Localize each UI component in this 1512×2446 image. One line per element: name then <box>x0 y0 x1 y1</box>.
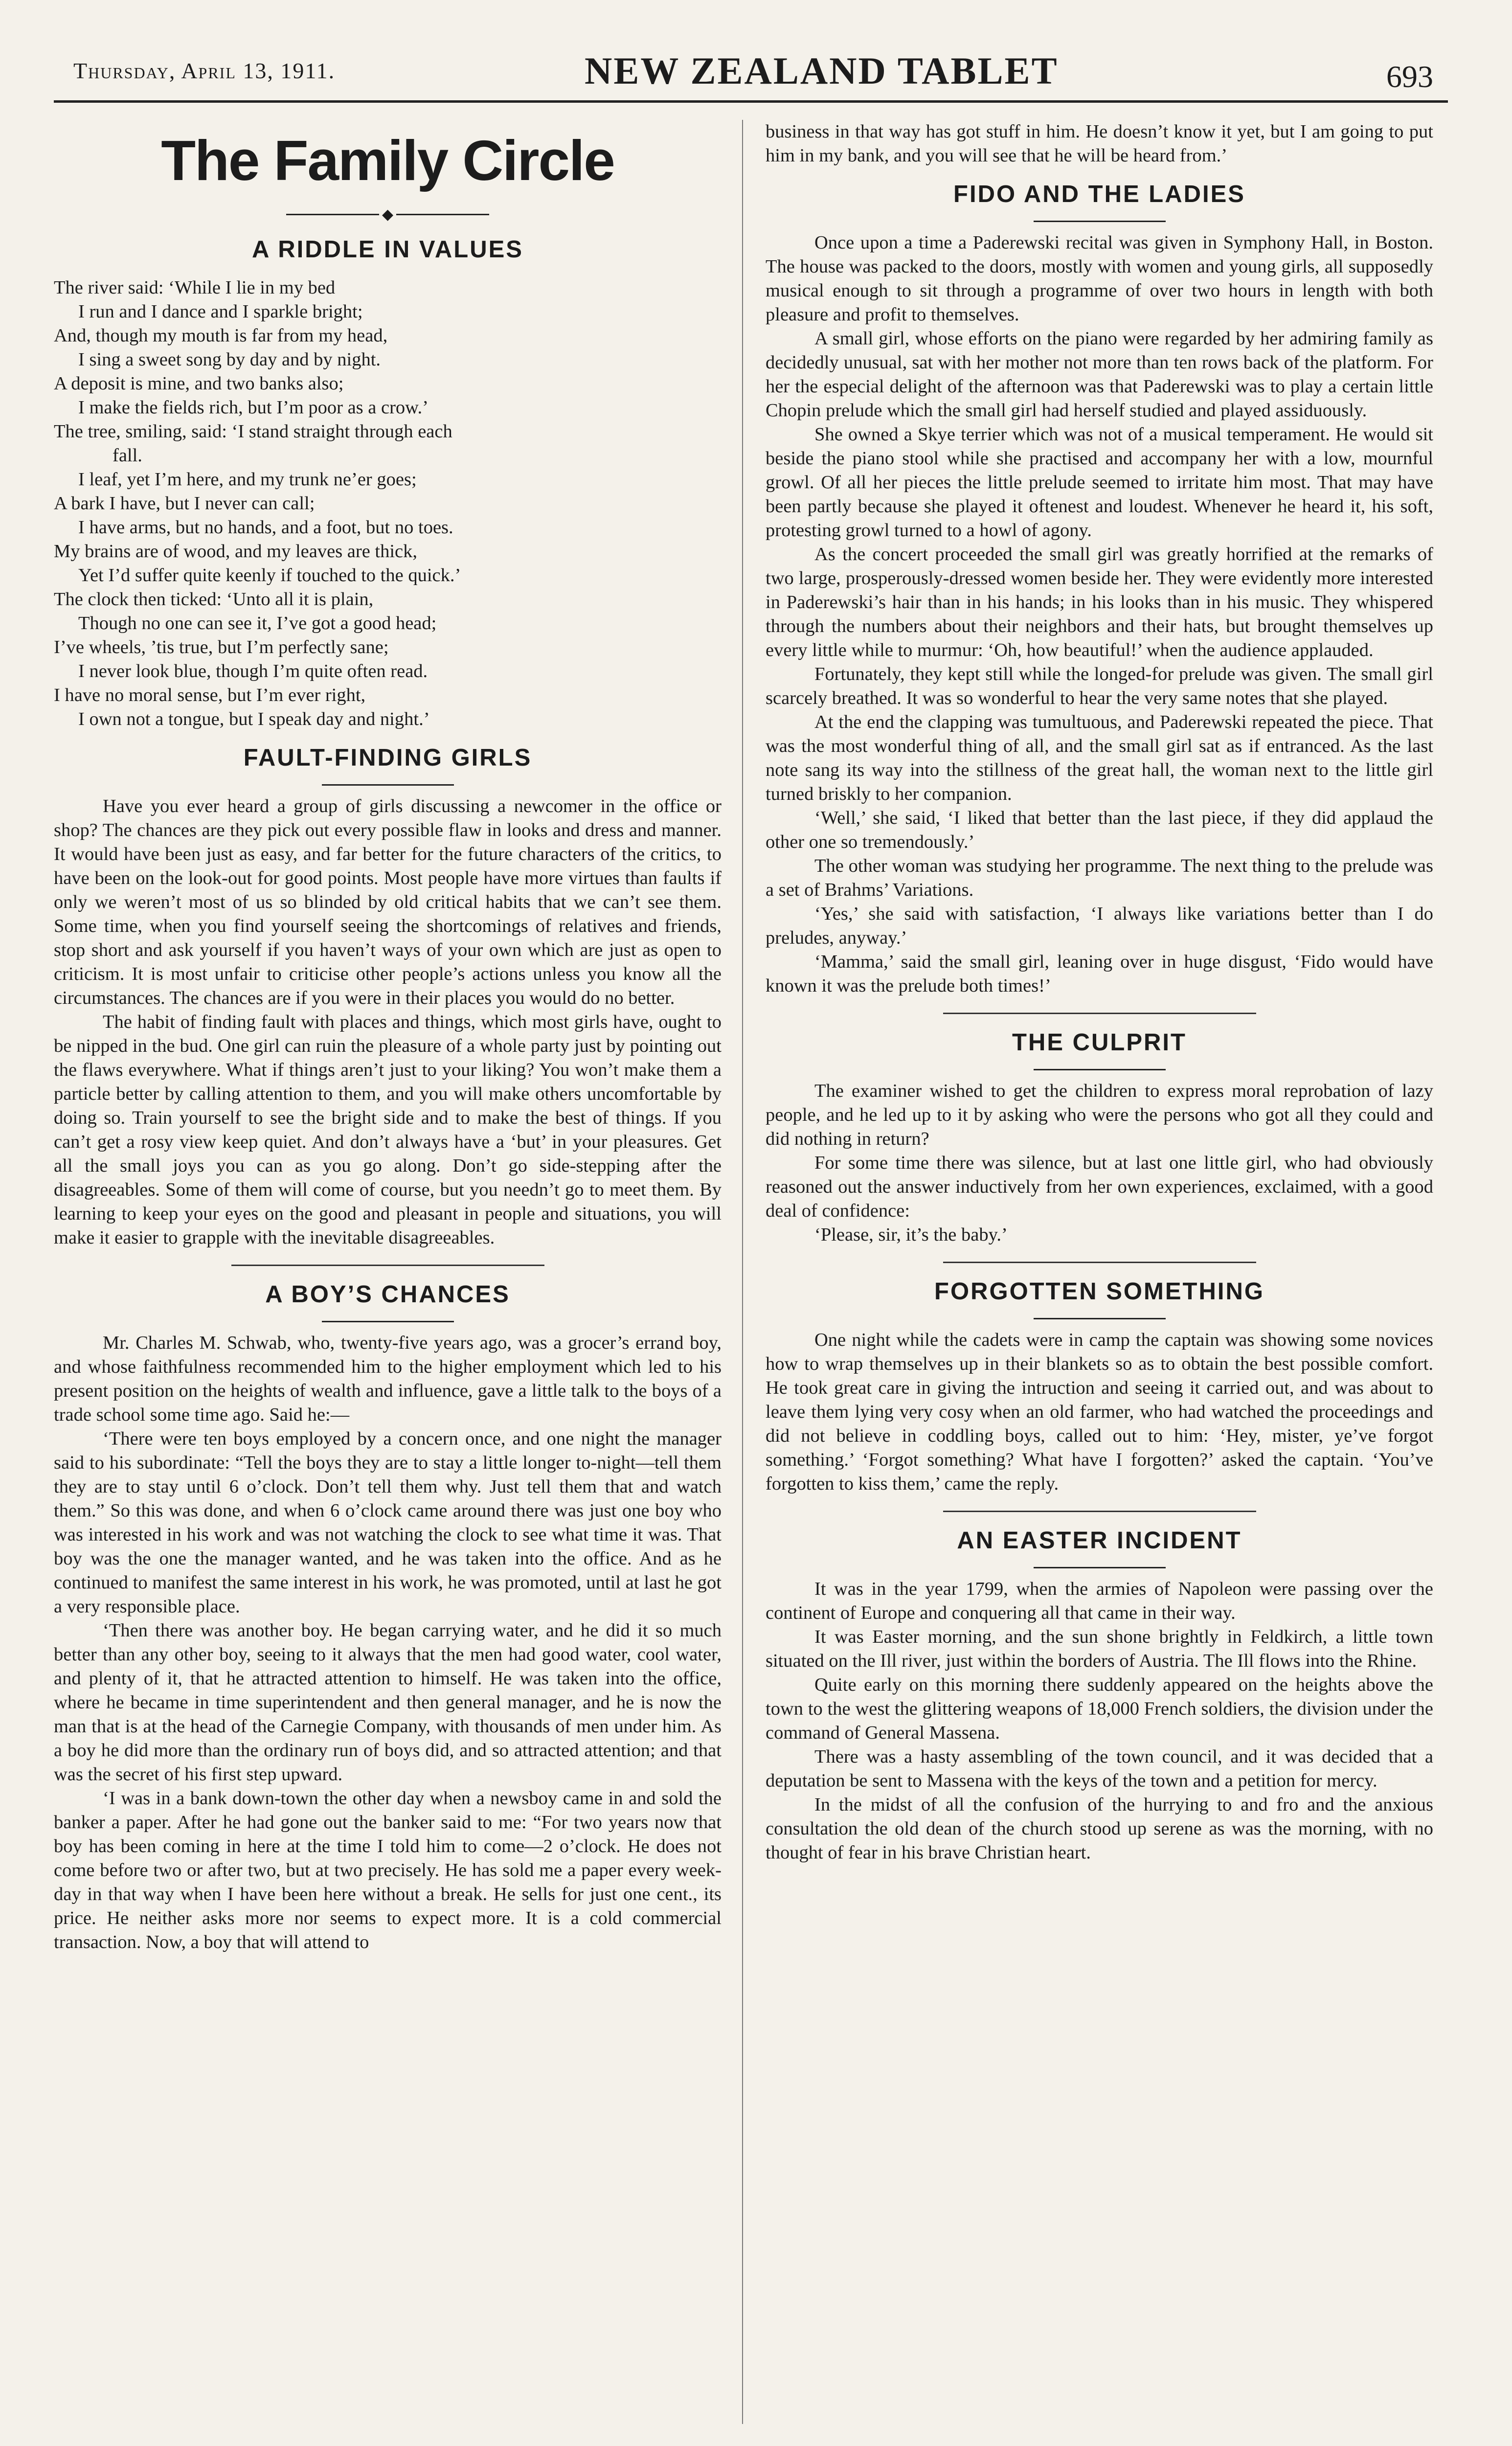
paragraph: For some time there was silence, but at last one little girl, who had obviously reasoned out the answer inductively from her own experiences, exclaimed, with a good deal of confidence: <box>766 1153 1433 1221</box>
article-title: FAULT-FINDING GIRLS <box>243 744 532 771</box>
section-title: The Family Circle <box>161 129 614 192</box>
right-column <box>766 120 1433 1865</box>
article-fault-finding <box>54 744 722 1266</box>
riddle-poem <box>54 276 722 731</box>
issue-date: Thursday, April 13, 1911. <box>73 58 336 83</box>
masthead-rule <box>54 100 1448 103</box>
poem-line: A deposit is mine, and two banks also; <box>54 373 344 394</box>
paragraph: Fortunately, they kept still while the longed-for prelude was given. The small girl scarcely breathed. It was so wonderful to hear the very same notes that she played. <box>766 664 1433 708</box>
continued-paragraph: business in that way has got stuff in him. He doesn’t know it yet, but I am going to put him in my bank, and you will see that he will be heard from.’ <box>766 121 1433 166</box>
paragraph: There was a hasty assembling of the town council, and it was decided that a deputation be sent to Massena with the keys of the town and a petition for mercy. <box>766 1746 1433 1791</box>
poem-line: A bark I have, but I never can call; <box>54 493 315 514</box>
poem-line: fall. <box>113 445 142 466</box>
newspaper-title: NEW ZEALAND TABLET <box>585 49 1059 92</box>
paragraph: Once upon a time a Paderewski recital was given in Symphony Hall, in Boston. The house was packed to the doors, mostly with women and young girls, all supposedly musical enough to sit through a programme of over two hours in length with both pleasure and profit to themselves. <box>766 232 1433 325</box>
article-easter-incident <box>766 1527 1433 1865</box>
poem-line: The clock then ticked: ‘Unto all it is plain, <box>54 589 374 610</box>
paragraph: The examiner wished to get the children to express moral reprobation of lazy people, and he led up to it by asking who were the persons who got all they could and did nothing in return? <box>766 1081 1433 1149</box>
title-rule <box>322 1321 454 1322</box>
article-title: A BOY’S CHANCES <box>265 1281 510 1308</box>
poem-line: I never look blue, though I’m quite often read. <box>78 660 428 681</box>
paragraph: A small girl, whose efforts on the piano were regarded by her admiring family as decidedly unusual, sat with her mother not more than ten rows back of the platform. For her the especial delight of the afternoon was that Paderewski was to play a certain little Chopin prelude which the small girl had herself studied and played assiduously. <box>766 328 1433 421</box>
article-riddle <box>54 236 722 731</box>
paragraph: The habit of finding fault with places and things, which most girls have, ought to be nipped in the bud. One girl can ruin the pleasure of a whole party just by pointing out the flaws everywhere. What if things aren’t just to your liking? You won’t make them a particle better by calling attention to them, and you will make others uncomfortable by doing so. Train yourself to see the bright side and to make the best of things. If you can’t get a rosy view keep quiet. And don’t always have a ‘but’ in your pleasures. Get all the small joys you can as you go along. Don’t go side-stepping after the disagreeables. Some of them will come of course, but you needn’t go to meet them. By learning to keep your eyes on the good and pleasant in people and situations, you will make it easier to grapple with the inevitable disagreeables. <box>54 1011 722 1248</box>
article-separator <box>231 1265 544 1266</box>
poem-line: I have arms, but no hands, and a foot, but no toes. <box>78 517 453 538</box>
paragraph: ‘Yes,’ she said with satisfaction, ‘I always like variations better than I do preludes, anyway.’ <box>766 904 1433 948</box>
article-title: FIDO AND THE LADIES <box>953 181 1245 207</box>
left-column <box>54 120 722 1954</box>
paragraph: At the end the clapping was tumultuous, and Paderewski repeated the piece. That was the most wonderful thing of all, and the small girl sat as if entranced. As the last note sang its way into the stillness of the great hall, the woman next to the little girl turned briskly to her companion. <box>766 712 1433 804</box>
paragraph: The other woman was studying her programme. The next thing to the prelude was a set of Brahms’ Variations. <box>766 856 1433 900</box>
paragraph: One night while the cadets were in camp the captain was showing some novices how to wrap themselves up in their blankets so as to obtain the best possible comfort. He took great care in giving the intruction and seeing it carried out, and was about to leave them lying very cosy when an old farmer, who had watched the proceedings and did not believe in coddling boys, called out to him: ‘Hey, mister, ye’ve forgot something.’ ‘Forgot something? What have I forgotten?’ asked the captain. ‘You’ve forgotten to kiss them,’ came the reply. <box>766 1330 1433 1494</box>
article-title: FORGOTTEN SOMETHING <box>934 1278 1264 1305</box>
paragraph: ‘Well,’ she said, ‘I liked that better than the last piece, if they did applaud the other one so tremendously.’ <box>766 808 1433 852</box>
paragraph: It was Easter morning, and the sun shone brightly in Feldkirch, a little town situated on the Ill river, just within the borders of Austria. The Ill flows into the Rhine. <box>766 1627 1433 1671</box>
article-forgotten-something <box>766 1278 1433 1512</box>
poem-line: I have no moral sense, but I’m ever right, <box>54 684 366 705</box>
paragraph: Mr. Charles M. Schwab, who, twenty-five years ago, was a grocer’s errand boy, and whose faithfulness recommended him to the higher employment which led to his present position on the heights of wealth and influence, gave a little talk to the boys of a trade school some time ago. Said he:— <box>54 1332 722 1425</box>
masthead <box>54 44 1448 103</box>
page-number: 693 <box>1386 59 1433 94</box>
poem-line: Though no one can see it, I’ve got a good head; <box>78 612 437 634</box>
title-ornament <box>54 206 722 223</box>
poem-line: I’ve wheels, ’tis true, but I’m perfectly sane; <box>54 636 389 657</box>
article-title: THE CULPRIT <box>1012 1029 1187 1056</box>
poem-line: My brains are of wood, and my leaves are thick, <box>54 541 418 562</box>
paragraph: It was in the year 1799, when the armies of Napoleon were passing over the continent of Europe and conquering all that came in their way. <box>766 1579 1433 1623</box>
paragraph: ‘I was in a bank down-town the other day when a newsboy came in and sold the banker a paper. After he had gone out the banker said to me: “For two years now that boy has been coming in here at the time I told him to come—2 o’clock. He does not come before two or after two, but at two precisely. He has sold me a paper every week-day in that way when I have been here without a break. He sells for just one cent., its price. He neither asks more nor seems to expect more. It is a cold commercial transaction. Now, a boy that will attend to <box>54 1788 722 1952</box>
title-rule <box>1034 1069 1166 1070</box>
title-rule <box>322 784 454 786</box>
poem-line: Yet I’d suffer quite keenly if touched to the quick.’ <box>78 565 461 586</box>
article-fido <box>766 181 1433 1014</box>
poem-line: I own not a tongue, but I speak day and night.’ <box>78 708 430 729</box>
diamond-ornament-icon: ◆ <box>382 206 394 223</box>
article-boys-chances <box>54 1281 722 1954</box>
article-title: AN EASTER INCIDENT <box>957 1527 1242 1554</box>
article-separator <box>943 1262 1256 1263</box>
title-rule <box>1034 221 1166 222</box>
article-separator <box>943 1013 1256 1014</box>
article-separator <box>943 1511 1256 1512</box>
title-rule <box>1034 1318 1166 1319</box>
paragraph: She owned a Skye terrier which was not of a musical temperament. He would sit beside the piano stool while she practised and accompany her with a low, mournful growl. Of all her pieces the little prelude seemed to irritate him most. That may have been partly because she played it oftenest and loudest. Whenever he heard it, his soft, protesting growl turned to a howl of agony. <box>766 424 1433 541</box>
paragraph: Quite early on this morning there suddenly appeared on the heights above the town to the west the glittering weapons of 18,000 French soldiers, the division under the command of General Massena. <box>766 1675 1433 1743</box>
paragraph: In the midst of all the confusion of the hurrying to and fro and the anxious consultation the old dean of the church stood up serene as was the morning, with no thought of fear in his brave Christian heart. <box>766 1794 1433 1863</box>
paragraph: As the concert proceeded the small girl was greatly horrified at the remarks of two large, prosperously-dressed women beside her. They were evidently more interested in Paderewski’s hair than in his hands; in his looks than in his music. They whispered through the numbers about their neighbors and their hats, but brought themselves up every little while to murmur: ‘Oh, how beautiful!’ when the audience applauded. <box>766 544 1433 660</box>
paragraph: ‘There were ten boys employed by a concern once, and one night the manager said to his subordinate: “Tell the boys they are to stay a little longer to-night—tell them they are to stay until 6 o’clock. Don’t tell them why. Just tell them that and watch them.” So this was done, and when 6 o’clock came around there was just one boy who was interested in his work and was not watching the clock to see what time it was. That boy was the one the manager wanted, and he was taken into the office. And as he continued to manifest the same interest in his work, he was promoted, until at last he got a very responsible place. <box>54 1428 722 1617</box>
paragraph: ‘Mamma,’ said the small girl, leaning over in huge disgust, ‘Fido would have known it was the prelude both times!’ <box>766 951 1433 996</box>
poem-line: I make the fields rich, but I’m poor as a crow.’ <box>78 397 429 418</box>
poem-line: I sing a sweet song by day and by night. <box>78 349 381 370</box>
paragraph: ‘Then there was another boy. He began carrying water, and he did it so much better than any other boy, seeing to it always that the men had good water, cool water, and plenty of it, that he attracted attention to himself. He was taken into the office, where he became in time superintendent and then general manager, and he is now the man that is at the head of the Carnegie Company, with thousands of men under him. As a boy he did more than the ordinary run of boys did, and so attracted attention; and that was the secret of his first step upward. <box>54 1620 722 1785</box>
poem-line: I leaf, yet I’m here, and my trunk ne’er goes; <box>78 469 417 490</box>
paragraph: Have you ever heard a group of girls discussing a newcomer in the office or shop? The chances are they pick out every possible flaw in looks and dress and manner. It would have been just as easy, and far better for the future characters of the critics, to have been on the look-out for good points. Most people have more virtues than faults if only we weren’t most of us so blinded by old critical habits that we can’t see them. Some time, when you find yourself seeing the shortcomings of relatives and friends, stop short and ask yourself if you haven’t ways of your own which are just as open to criticism. It is most unfair to criticise other people’s actions unless you know all the circumstances. The chances are if you were in their places you would do no better. <box>54 795 722 1008</box>
poem-line: The river said: ‘While I lie in my bed <box>54 277 336 298</box>
poem-line: I run and I dance and I sparkle bright; <box>78 301 363 322</box>
article-culprit <box>766 1029 1433 1263</box>
column-divider <box>742 120 743 2424</box>
poem-line: The tree, smiling, said: ‘I stand straight through each <box>54 421 452 442</box>
title-rule <box>1034 1567 1166 1568</box>
poem-line: And, though my mouth is far from my head, <box>54 325 388 346</box>
article-title: A RIDDLE IN VALUES <box>252 236 523 263</box>
paragraph: ‘Please, sir, it’s the baby.’ <box>814 1224 1008 1245</box>
